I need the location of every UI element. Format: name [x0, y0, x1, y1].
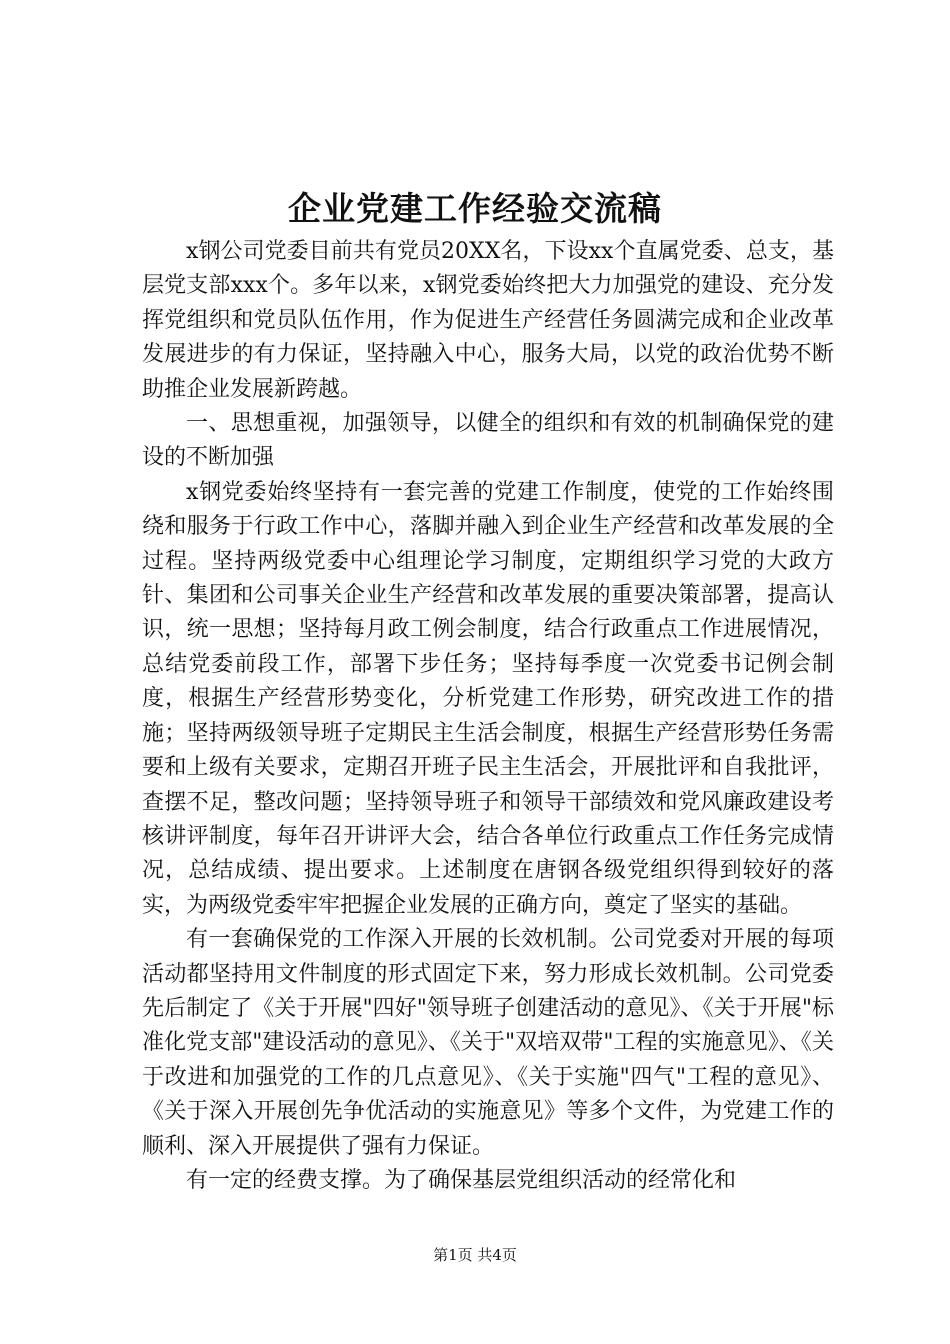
document-title: 企业党建工作经验交流稿: [288, 189, 662, 228]
paragraph-funding: 有一定的经费支撑。为了确保基层党组织活动的经常化和: [186, 1167, 737, 1193]
paragraph-mechanism: 有一套确保党的工作深入开展的长效机制。公司党委对开展的每项活动都坚持用文件制度的形式固定下来，努力形成长效机制。公司党委先后制定了《关于开展"四好"领导班子创建活动的意见》、《关于开展"标准化党支部"建设活动的意见》、《关于"双培双带"工程的实施意见》、《关于改进和加强党的工作的几点意见》、《关于实施"四气"工程的意见》、《关于深入开展创先争优活动的实施意见》等多个文件，为党建工作的顺利、深入开展提供了强有力保证。: [142, 927, 834, 1159]
paragraph-system: x钢党委始终坚持有一套完善的党建工作制度，使党的工作始终围绕和服务于行政工作中心，落脚并融入到企业生产经营和改革发展的全过程。坚持两级党委中心组理论学习制度，定期组织学习党的大政方针、集团和公司事关企业生产经营和改革发展的重要决策部署，提高认识，统一思想；坚持每月政工例会制度，结合行政重点工作进展情况，总结党委前段工作，部署下步任务；坚持每季度一次党委书记例会制度，根据生产经营形势变化，分析党建工作形势，研究改进工作的措施；坚持两级领导班子定期民主生活会制度，根据生产经营形势任务需要和上级有关要求，定期召开班子民主生活会，开展批评和自我批评，查摆不足，整改问题；坚持领导班子和领导干部绩效和党风廉政建设考核讲评制度，每年召开讲评大会，结合各单位行政重点工作任务完成情况，总结成绩、提出要求。上述制度在唐钢各级党组织得到较好的落实，为两级党委牢牢把握企业发展的正确方向，奠定了坚实的基础。: [142, 479, 834, 918]
document-body: [142, 235, 834, 1198]
section-heading-1: 一、思想重视，加强领导，以健全的组织和有效的机制确保党的建设的不断加强: [142, 411, 834, 471]
page-footer: 第1页 共4页: [433, 1246, 517, 1264]
paragraph-intro: x钢公司党委目前共有党员20XX名，下设xx个直属党委、总支，基层党支部xxx个。多年以来，x钢党委始终把大力加强党的建设、充分发挥党组织和党员队伍作用，作为促进生产经营任务圆满完成和企业改革发展进步的有力保证，坚持融入中心，服务大局，以党的政治优势不断助推企业发展新跨越。: [142, 239, 834, 402]
